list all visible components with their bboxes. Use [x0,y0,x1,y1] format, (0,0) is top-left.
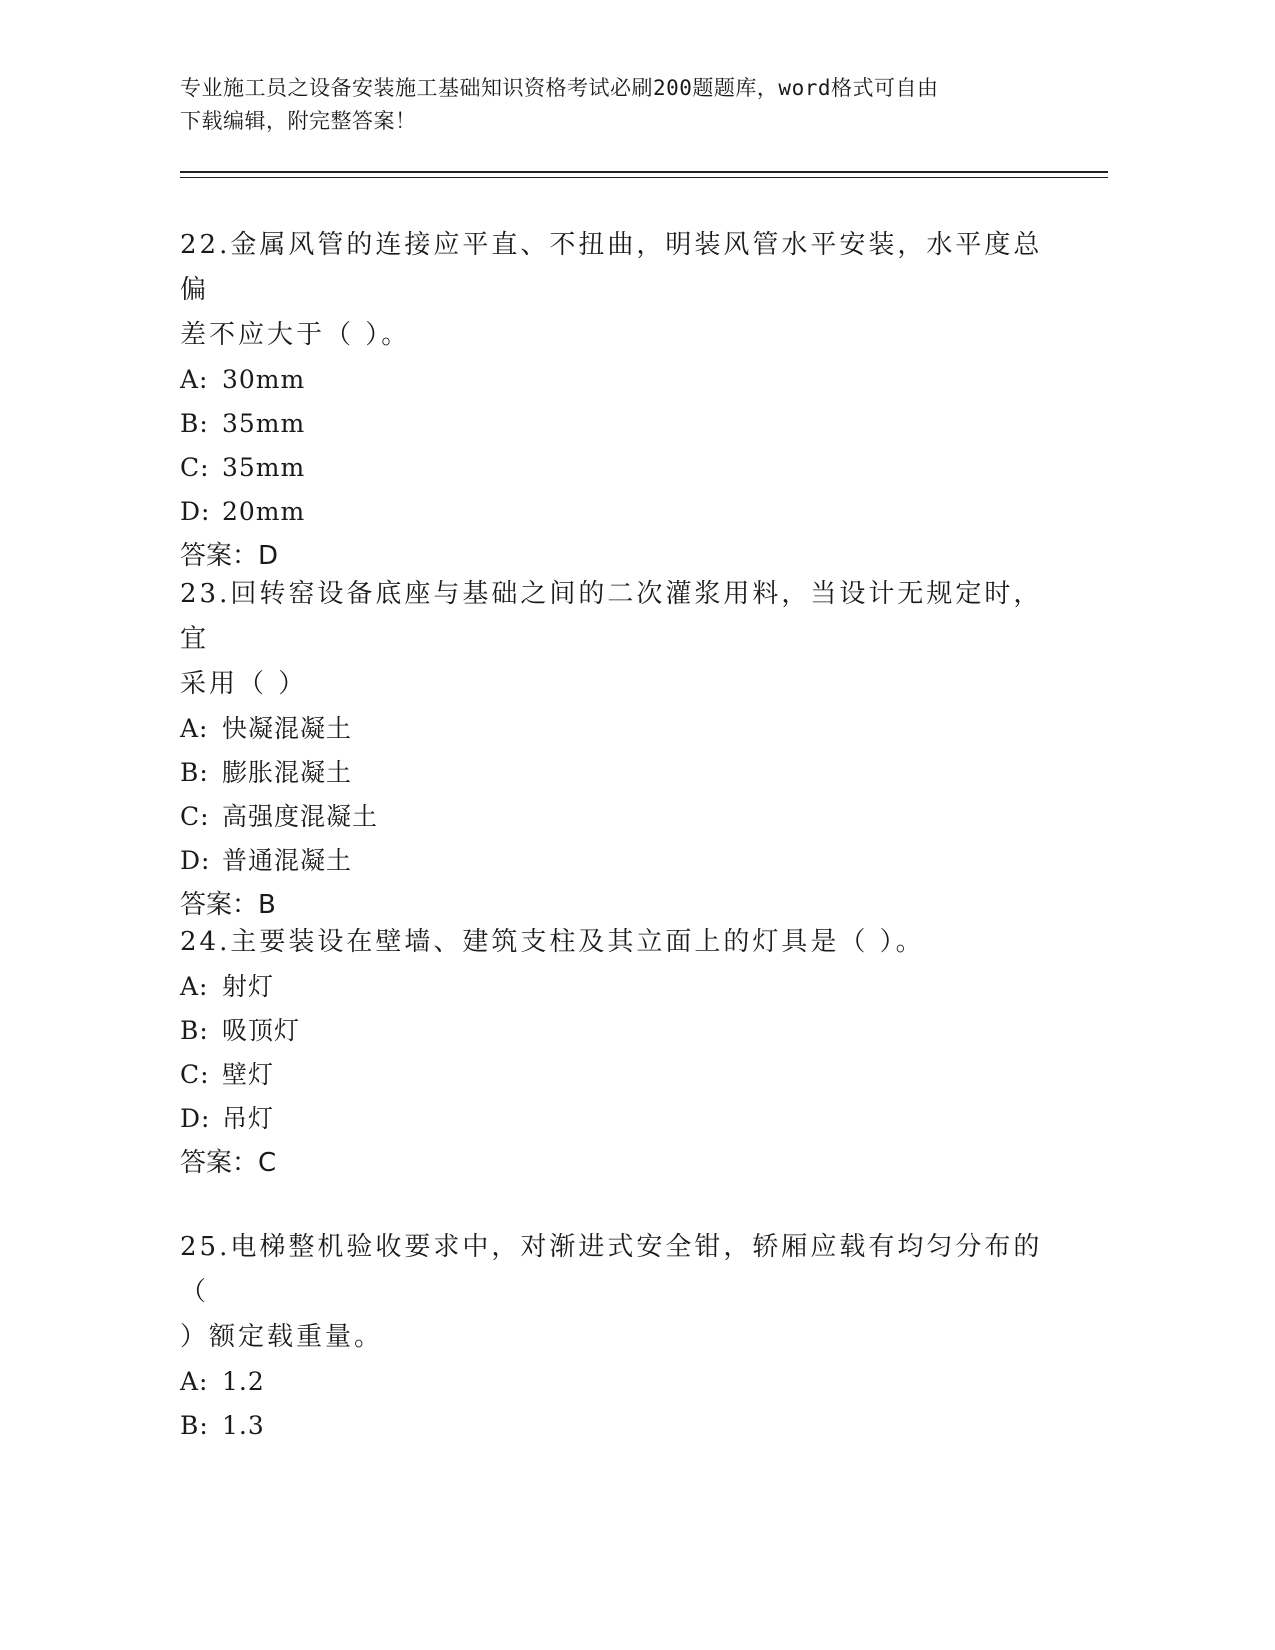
option-text: 35mm [222,453,306,482]
question-text-line-1: 22.金属风管的连接应平直、不扭曲，明装风管水平安装，水平度总偏 [180,230,1043,305]
question-text-line-1: 23.回转窑设备底座与基础之间的二次灌浆用料，当设计无规定时，宜 [180,579,1043,654]
option-a [180,1360,1060,1404]
option-text: 1.2 [222,1367,265,1396]
question-25 [180,1225,1060,1448]
option-a [180,707,1060,751]
option-c [180,446,1060,490]
answer-text: 答案：D [180,541,279,571]
question-24 [180,920,1060,1185]
option-text: 吊灯 [222,1104,275,1133]
header-line-1: 专业施工员之设备安装施工基础知识资格考试必刷200题题库，word格式可自由 [180,76,939,100]
option-text: 膨胀混凝土 [222,758,353,787]
option-b [180,751,1060,795]
option-letter: B: [180,409,209,438]
option-text: 30mm [222,365,306,394]
question-23 [180,572,1060,927]
header-divider-bottom [180,177,1108,178]
option-letter: A: [180,1367,209,1396]
question-text-line-2: 采用（ ） [180,669,308,699]
option-text: 射灯 [222,972,275,1001]
option-letter: D: [180,846,211,875]
answer-text: 答案：C [180,1148,277,1178]
option-letter: A: [180,714,209,743]
question-22 [180,223,1060,578]
header-line-2: 下载编辑，附完整答案！ [180,109,417,133]
option-d [180,1097,1060,1141]
option-text: 高强度混凝土 [222,802,379,831]
option-text: 吸顶灯 [222,1016,301,1045]
question-text-line-1: 24.主要装设在壁墙、建筑支柱及其立面上的灯具是（ ）。 [180,927,925,957]
option-letter: B: [180,758,209,787]
answer-text: 答案：B [180,890,276,920]
option-text: 快凝混凝土 [222,714,353,743]
option-letter: A: [180,972,209,1001]
option-b [180,402,1060,446]
option-text: 普通混凝土 [222,846,353,875]
option-letter: C: [180,802,210,831]
question-text-line-2: ）额定载重量。 [180,1322,384,1352]
option-letter: D: [180,1104,211,1133]
option-c [180,795,1060,839]
option-text: 35mm [222,409,306,438]
option-b [180,1404,1060,1448]
question-text-line-2: 差不应大于（ ）。 [180,320,411,350]
option-d [180,490,1060,534]
document-header [180,72,1060,138]
option-text: 1.3 [222,1411,265,1440]
header-divider-top [180,171,1108,173]
option-c [180,1053,1060,1097]
option-letter: D: [180,497,211,526]
question-text-line-1: 25.电梯整机验收要求中，对渐进式安全钳，轿厢应载有均匀分布的（ [180,1232,1043,1307]
option-letter: B: [180,1411,209,1440]
option-text: 20mm [222,497,306,526]
option-b [180,1009,1060,1053]
option-a [180,358,1060,402]
option-d [180,839,1060,883]
option-letter: B: [180,1016,209,1045]
option-a [180,965,1060,1009]
option-letter: C: [180,453,210,482]
option-letter: A: [180,365,209,394]
option-text: 壁灯 [222,1060,275,1089]
option-letter: C: [180,1060,210,1089]
